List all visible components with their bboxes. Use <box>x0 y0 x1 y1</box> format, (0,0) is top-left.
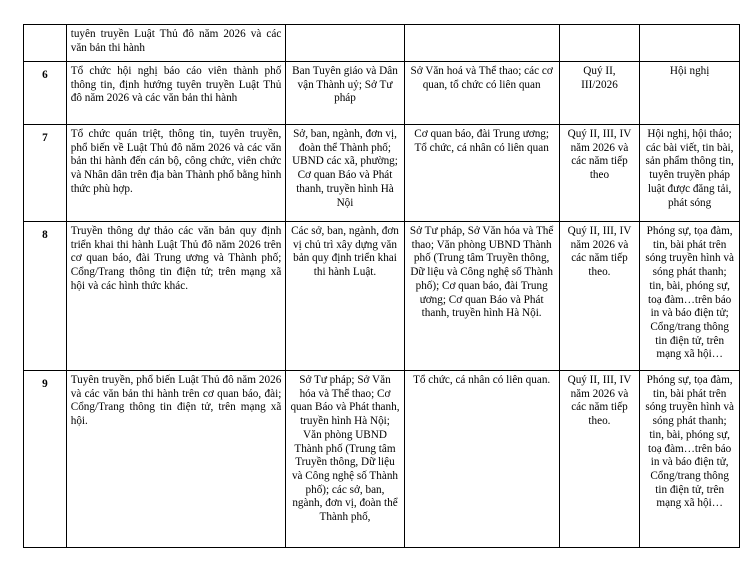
timeline: Quý II, III, IV năm 2026 và các năm tiếp theo. <box>559 222 640 371</box>
timeline: Quý II, III, IV năm 2026 và các năm tiếp theo <box>559 125 640 222</box>
lead-agency: Ban Tuyên giáo và Dân vận Thành uỷ; Sở Tư pháp <box>286 62 404 125</box>
row-number <box>24 25 67 62</box>
row-number: 8 <box>24 222 67 371</box>
table-row <box>24 371 740 548</box>
lead-agency: Các sở, ban, ngành, đơn vị chủ trì xây dựng văn bản quy định triển khai thi hành Luật. <box>286 222 404 371</box>
task-content: tuyên truyền Luật Thủ đô năm 2026 và các văn bản thi hành <box>66 25 286 62</box>
row-number: 6 <box>24 62 67 125</box>
task-content: Truyền thông dự thảo các văn bản quy định triển khai thi hành Luật Thủ đô năm 2026 trên cơ quan báo, đài Trung ương và Thành phố; Cổng/Trang thông tin điện tử; trên mạng xã hội và các hình thức khác. <box>66 222 286 371</box>
row-number: 9 <box>24 371 67 548</box>
output-format: Phóng sự, tọa đàm, tin, bài phát trên sóng truyền hình và sóng phát thanh; tin, bài, phóng sự, toạ đàm…trên báo in và báo điện tử; Cổng/trang thông tin điện tử, trên mạng xã hội… <box>640 222 740 371</box>
lead-agency: Sở Tư pháp; Sở Văn hóa và Thể thao; Cơ quan Báo và Phát thanh, truyền hình Hà Nội; Văn phòng UBND Thành phố (Trung tâm Truyền thông, Dữ liệu và Công nghệ số Thành phố); các sở, ban, ngành, đơn vị, đoàn thể Thành phố, <box>286 371 404 548</box>
timeline: Quý II, III, IV năm 2026 và các năm tiếp theo. <box>559 371 640 548</box>
timeline: Quý II, III/2026 <box>559 62 640 125</box>
coordinating-agency: Sở Văn hoá và Thể thao; các cơ quan, tổ chức có liên quan <box>404 62 559 125</box>
output-format: Hội nghị, hội thảo; các bài viết, tin bài, sản phẩm thông tin, tuyên truyền pháp luật được đăng tải, phát sóng <box>640 125 740 222</box>
document-page <box>23 24 740 548</box>
coordinating-agency: Tổ chức, cá nhân có liên quan. <box>404 371 559 548</box>
task-content: Tổ chức hội nghị báo cáo viên thành phố thông tin, định hướng tuyên truyền Luật Thủ đô năm 2026 và các văn bản thi hành <box>66 62 286 125</box>
task-content: Tổ chức quán triệt, thông tin, tuyên truyền, phổ biến về Luật Thủ đô năm 2026 và các văn bản thi hành đến cán bộ, công chức, viên chức và Nhân dân trên địa bàn Thành phố bằng hình thức phù hợp. <box>66 125 286 222</box>
row-number: 7 <box>24 125 67 222</box>
timeline <box>559 25 640 62</box>
table-row <box>24 222 740 371</box>
plan-table <box>23 24 740 548</box>
table-row <box>24 62 740 125</box>
table-row <box>24 125 740 222</box>
output-format <box>640 25 740 62</box>
lead-agency <box>286 25 404 62</box>
coordinating-agency: Sở Tư pháp, Sở Văn hóa và Thể thao; Văn phòng UBND Thành phố (Trung tâm Truyền thông, Dữ liệu và Công nghệ số Thành phố); Cơ quan báo, đài Trung ương; Cơ quan Báo và Phát thanh, truyền hình Hà Nội. <box>404 222 559 371</box>
coordinating-agency: Cơ quan báo, đài Trung ương; Tổ chức, cá nhân có liên quan <box>404 125 559 222</box>
task-content: Tuyên truyền, phổ biến Luật Thủ đô năm 2026 và các văn bản thi hành trên cơ quan báo, đài; Cổng/Trang thông tin điện tử, trên mạng xã hội. <box>66 371 286 548</box>
output-format: Phóng sự, tọa đàm, tin, bài phát trên sóng truyền hình và sóng phát thanh; tin, bài, phóng sự, toạ đàm…trên báo in và báo điện tử, Cổng/trang thông tin điện tử, trên mạng xã hội… <box>640 371 740 548</box>
output-format: Hội nghị <box>640 62 740 125</box>
table-row <box>24 25 740 62</box>
coordinating-agency <box>404 25 559 62</box>
lead-agency: Sở, ban, ngành, đơn vị, đoàn thể Thành phố; UBND các xã, phường; Cơ quan Báo và Phát thanh, truyền hình Hà Nội <box>286 125 404 222</box>
